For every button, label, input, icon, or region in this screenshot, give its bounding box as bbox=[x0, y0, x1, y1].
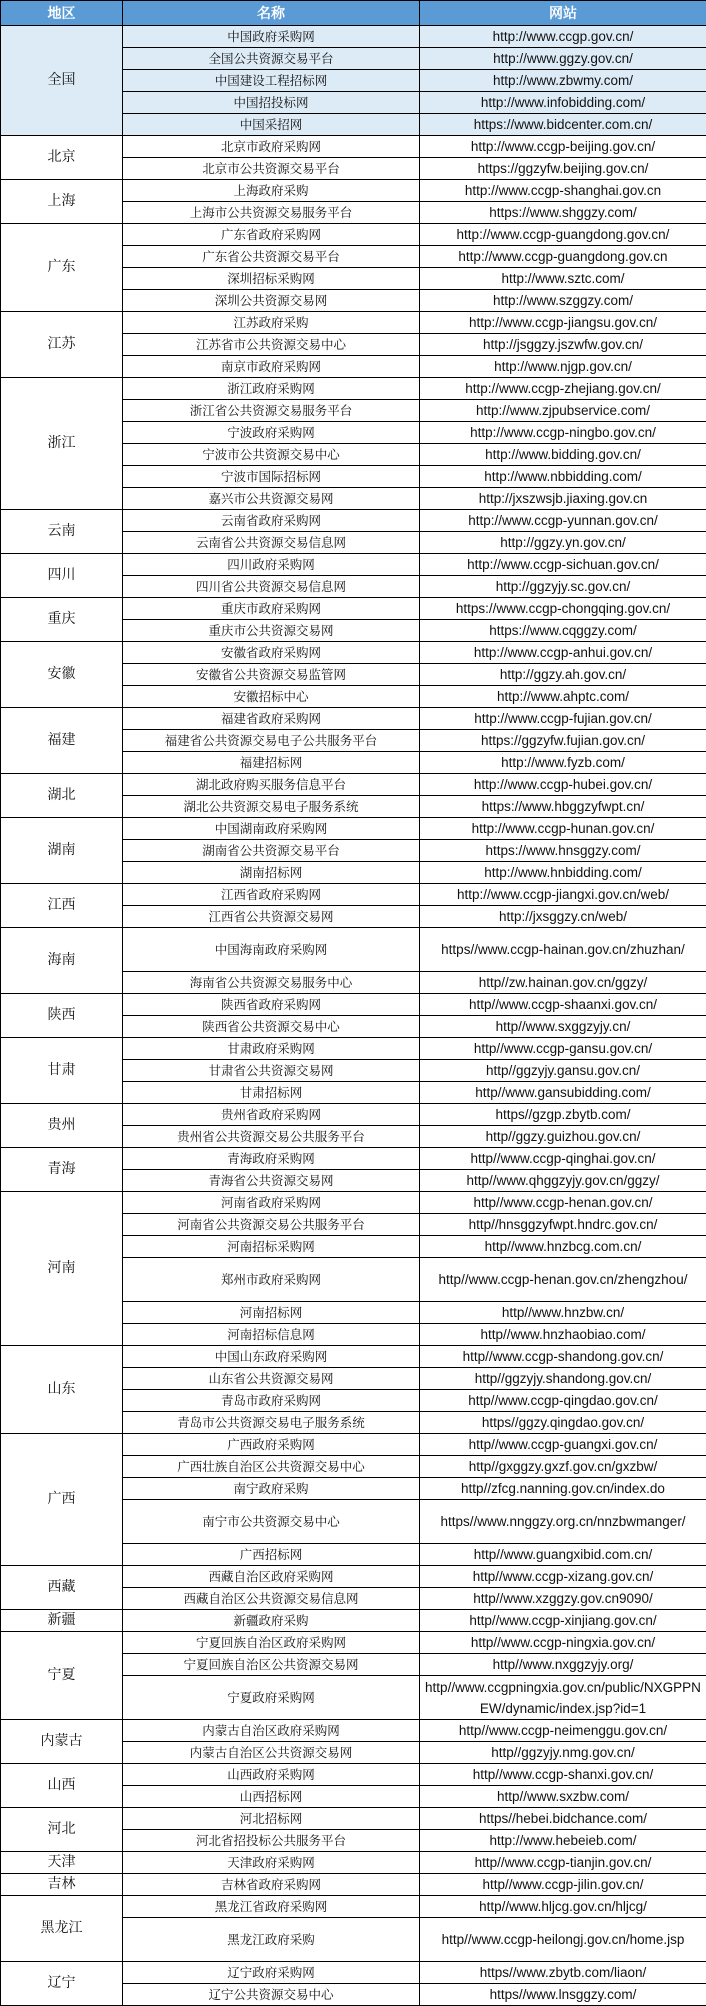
site-url-link[interactable]: https://www.hbggzyfwpt.cn/ bbox=[420, 796, 706, 818]
site-url-link[interactable]: http//www.ccgp-qinghai.gov.cn/ bbox=[420, 1148, 706, 1170]
site-url-link[interactable]: http://www.zbwmy.com/ bbox=[420, 70, 706, 92]
region-cell: 湖北 bbox=[1, 774, 123, 818]
site-name-cell: 重庆市公共资源交易网 bbox=[123, 620, 420, 642]
site-url-link[interactable]: http//ggzyjy.nmg.gov.cn/ bbox=[420, 1742, 706, 1764]
table-row bbox=[1, 1720, 706, 1742]
site-url-link[interactable]: http://www.ccgp-beijing.gov.cn/ bbox=[420, 136, 706, 158]
region-cell: 陕西 bbox=[1, 994, 123, 1038]
site-name-cell: 河南招标信息网 bbox=[123, 1324, 420, 1346]
site-url-link[interactable]: https//hebei.bidchance.com/ bbox=[420, 1808, 706, 1830]
region-cell: 上海 bbox=[1, 180, 123, 224]
site-name-cell: 安徽省公共资源交易监管网 bbox=[123, 664, 420, 686]
table-row bbox=[1, 1808, 706, 1830]
site-name-cell: 河南招标采购网 bbox=[123, 1236, 420, 1258]
site-url-link[interactable]: http://www.ccgp-guangdong.gov.cn bbox=[420, 246, 706, 268]
site-url-link[interactable]: http//www.xzggzy.gov.cn9090/ bbox=[420, 1588, 706, 1610]
site-url-link[interactable]: http//www.ccgp-xinjiang.gov.cn/ bbox=[420, 1610, 706, 1632]
site-name-cell: 贵州省公共资源交易公共服务平台 bbox=[123, 1126, 420, 1148]
site-name-cell: 江苏省市公共资源交易中心 bbox=[123, 334, 420, 356]
table-row bbox=[1, 1346, 706, 1368]
site-name-cell: 陕西省政府采购网 bbox=[123, 994, 420, 1016]
region-cell: 内蒙古 bbox=[1, 1720, 123, 1764]
site-name-cell: 宁波市公共资源交易中心 bbox=[123, 444, 420, 466]
site-name-cell: 中国招投标网 bbox=[123, 92, 420, 114]
region-cell: 天津 bbox=[1, 1852, 123, 1874]
site-url-link[interactable]: http://www.sztc.com/ bbox=[420, 268, 706, 290]
table-row bbox=[1, 1962, 706, 1984]
site-url-link[interactable]: http//www.sxzbw.com/ bbox=[420, 1786, 706, 1808]
region-cell: 重庆 bbox=[1, 598, 123, 642]
site-url-link[interactable]: http://www.ccgp-ningbo.gov.cn/ bbox=[420, 422, 706, 444]
site-name-cell: 云南省公共资源交易信息网 bbox=[123, 532, 420, 554]
site-name-cell: 山东省公共资源交易网 bbox=[123, 1368, 420, 1390]
site-name-cell: 宁夏回族自治区公共资源交易网 bbox=[123, 1654, 420, 1676]
header-region: 地区 bbox=[1, 1, 123, 26]
site-name-cell: 甘肃省公共资源交易网 bbox=[123, 1060, 420, 1082]
site-name-cell: 河南省政府采购网 bbox=[123, 1192, 420, 1214]
site-url-link[interactable]: https//www.zbytb.com/liaon/ bbox=[420, 1962, 706, 1984]
site-url-link[interactable]: http//www.ccgp-jilin.gov.cn/ bbox=[420, 1874, 706, 1896]
site-url-link[interactable]: http://www.ccgp-shanghai.gov.cn bbox=[420, 180, 706, 202]
site-name-cell: 辽宁政府采购网 bbox=[123, 1962, 420, 1984]
table-body bbox=[1, 26, 706, 2006]
header-name: 名称 bbox=[123, 1, 420, 26]
site-url-link[interactable]: http//www.gansubidding.com/ bbox=[420, 1082, 706, 1104]
site-name-cell: 宁波市国际招标网 bbox=[123, 466, 420, 488]
site-url-link[interactable]: http://jxsggzy.cn/web/ bbox=[420, 906, 706, 928]
site-name-cell: 海南省公共资源交易服务中心 bbox=[123, 972, 420, 994]
site-url-link[interactable]: http//ggzy.guizhou.gov.cn/ bbox=[420, 1126, 706, 1148]
region-cell: 吉林 bbox=[1, 1874, 123, 1896]
site-url-link[interactable]: http//www.ccgp-shanxi.gov.cn/ bbox=[420, 1764, 706, 1786]
site-name-cell: 福建招标网 bbox=[123, 752, 420, 774]
table-row bbox=[1, 378, 706, 400]
site-name-cell: 辽宁公共资源交易中心 bbox=[123, 1984, 420, 2006]
region-cell: 广西 bbox=[1, 1434, 123, 1566]
site-url-link[interactable]: http//www.ccgp-qingdao.gov.cn/ bbox=[420, 1390, 706, 1412]
table-row bbox=[1, 708, 706, 730]
region-cell: 北京 bbox=[1, 136, 123, 180]
site-url-link[interactable]: http://www.fyzb.com/ bbox=[420, 752, 706, 774]
site-url-link[interactable]: http://www.ggzy.gov.cn/ bbox=[420, 48, 706, 70]
site-url-link[interactable]: http://www.ahptc.com/ bbox=[420, 686, 706, 708]
region-cell: 河南 bbox=[1, 1192, 123, 1346]
region-cell: 云南 bbox=[1, 510, 123, 554]
site-url-link[interactable]: http://www.nbbidding.com/ bbox=[420, 466, 706, 488]
site-url-link[interactable]: http://www.zjpubservice.com/ bbox=[420, 400, 706, 422]
site-name-cell: 黑龙江省政府采购网 bbox=[123, 1896, 420, 1918]
site-url-link[interactable]: http//zfcg.nanning.gov.cn/index.do bbox=[420, 1478, 706, 1500]
site-name-cell: 黑龙江政府采购 bbox=[123, 1918, 420, 1962]
site-url-link[interactable]: http//hnsggzyfwpt.hndrc.gov.cn/ bbox=[420, 1214, 706, 1236]
region-cell: 江苏 bbox=[1, 312, 123, 378]
table-row bbox=[1, 1874, 706, 1896]
site-name-cell: 北京市公共资源交易平台 bbox=[123, 158, 420, 180]
site-name-cell: 上海政府采购 bbox=[123, 180, 420, 202]
region-cell: 宁夏 bbox=[1, 1632, 123, 1720]
site-url-link[interactable]: https//www.lnsggzy.com/ bbox=[420, 1984, 706, 2006]
site-name-cell: 内蒙古自治区公共资源交易网 bbox=[123, 1742, 420, 1764]
table-row bbox=[1, 1764, 706, 1786]
region-cell: 江西 bbox=[1, 884, 123, 928]
region-cell: 新疆 bbox=[1, 1610, 123, 1632]
site-url-link[interactable]: http://ggzy.yn.gov.cn/ bbox=[420, 532, 706, 554]
site-url-link[interactable]: http://www.ccgp-hunan.gov.cn/ bbox=[420, 818, 706, 840]
site-url-link[interactable]: http://jsggzy.jszwfw.gov.cn/ bbox=[420, 334, 706, 356]
site-name-cell: 广东省公共资源交易平台 bbox=[123, 246, 420, 268]
header-url: 网站 bbox=[420, 1, 706, 26]
site-url-link[interactable]: https//www.ccgp-hainan.gov.cn/zhuzhan/ bbox=[420, 928, 706, 972]
site-url-link[interactable]: https//www.nnggzy.org.cn/nnzbwmanger/ bbox=[420, 1500, 706, 1544]
table-row bbox=[1, 136, 706, 158]
site-name-cell: 江西省公共资源交易网 bbox=[123, 906, 420, 928]
region-cell: 安徽 bbox=[1, 642, 123, 708]
site-name-cell: 青岛市公共资源交易电子服务系统 bbox=[123, 1412, 420, 1434]
site-name-cell: 重庆市政府采购网 bbox=[123, 598, 420, 620]
site-name-cell: 福建省政府采购网 bbox=[123, 708, 420, 730]
site-url-link[interactable]: http://ggzyjy.sc.gov.cn/ bbox=[420, 576, 706, 598]
site-name-cell: 云南省政府采购网 bbox=[123, 510, 420, 532]
site-name-cell: 中国政府采购网 bbox=[123, 26, 420, 48]
table-row bbox=[1, 26, 706, 48]
region-cell: 山东 bbox=[1, 1346, 123, 1434]
site-name-cell: 河北招标网 bbox=[123, 1808, 420, 1830]
site-url-link[interactable]: http//www.ccgp-gansu.gov.cn/ bbox=[420, 1038, 706, 1060]
site-name-cell: 南宁政府采购 bbox=[123, 1478, 420, 1500]
site-name-cell: 天津政府采购网 bbox=[123, 1852, 420, 1874]
site-url-link[interactable]: http//www.ccgp-tianjin.gov.cn/ bbox=[420, 1852, 706, 1874]
site-name-cell: 吉林省政府采购网 bbox=[123, 1874, 420, 1896]
region-cell: 四川 bbox=[1, 554, 123, 598]
site-name-cell: 上海市公共资源交易服务平台 bbox=[123, 202, 420, 224]
region-cell: 西藏 bbox=[1, 1566, 123, 1610]
table-row bbox=[1, 994, 706, 1016]
site-url-link[interactable]: http://www.ccgp-fujian.gov.cn/ bbox=[420, 708, 706, 730]
site-name-cell: 深圳公共资源交易网 bbox=[123, 290, 420, 312]
site-url-link[interactable]: http//www.ccgp-guangxi.gov.cn/ bbox=[420, 1434, 706, 1456]
site-url-link[interactable]: http://www.ccgp-guangdong.gov.cn/ bbox=[420, 224, 706, 246]
site-name-cell: 湖南招标网 bbox=[123, 862, 420, 884]
site-url-link[interactable]: http://www.ccgp-anhui.gov.cn/ bbox=[420, 642, 706, 664]
table-row bbox=[1, 510, 706, 532]
site-url-link[interactable]: http://www.ccgp-yunnan.gov.cn/ bbox=[420, 510, 706, 532]
table-row bbox=[1, 1104, 706, 1126]
site-url-link[interactable]: http//www.ccgp-xizang.gov.cn/ bbox=[420, 1566, 706, 1588]
site-url-link[interactable]: http//www.hnzhaobiao.com/ bbox=[420, 1324, 706, 1346]
site-url-link[interactable]: http://www.infobidding.com/ bbox=[420, 92, 706, 114]
site-url-link[interactable]: https://www.bidcenter.com.cn/ bbox=[420, 114, 706, 136]
table-row bbox=[1, 1192, 706, 1214]
table-row bbox=[1, 554, 706, 576]
site-name-cell: 青海省公共资源交易网 bbox=[123, 1170, 420, 1192]
site-name-cell: 湖南省公共资源交易平台 bbox=[123, 840, 420, 862]
site-name-cell: 江西省政府采购网 bbox=[123, 884, 420, 906]
site-url-link[interactable]: http://www.ccgp-jiangxi.gov.cn/web/ bbox=[420, 884, 706, 906]
site-url-link[interactable]: http//www.ccgp-henan.gov.cn/ bbox=[420, 1192, 706, 1214]
site-url-link[interactable]: http://www.njgp.gov.cn/ bbox=[420, 356, 706, 378]
site-url-link[interactable]: http://www.ccgp-zhejiang.gov.cn/ bbox=[420, 378, 706, 400]
region-cell: 海南 bbox=[1, 928, 123, 994]
site-name-cell: 深圳招标采购网 bbox=[123, 268, 420, 290]
region-cell: 青海 bbox=[1, 1148, 123, 1192]
site-url-link[interactable]: http//www.qhggzyjy.gov.cn/ggzy/ bbox=[420, 1170, 706, 1192]
site-name-cell: 福建省公共资源交易电子公共服务平台 bbox=[123, 730, 420, 752]
site-url-link[interactable]: https://ggzyfw.fujian.gov.cn/ bbox=[420, 730, 706, 752]
site-url-link[interactable]: https//gzgp.zbytb.com/ bbox=[420, 1104, 706, 1126]
region-cell: 广东 bbox=[1, 224, 123, 312]
site-name-cell: 中国海南政府采购网 bbox=[123, 928, 420, 972]
table-row bbox=[1, 818, 706, 840]
site-url-link[interactable]: http//www.hnzbw.cn/ bbox=[420, 1302, 706, 1324]
table-row bbox=[1, 180, 706, 202]
table-row bbox=[1, 312, 706, 334]
site-url-link[interactable]: https://www.shggzy.com/ bbox=[420, 202, 706, 224]
table-row bbox=[1, 1896, 706, 1918]
table-row bbox=[1, 1610, 706, 1632]
region-cell: 浙江 bbox=[1, 378, 123, 510]
site-name-cell: 广西招标网 bbox=[123, 1544, 420, 1566]
region-cell: 全国 bbox=[1, 26, 123, 136]
table-row bbox=[1, 884, 706, 906]
header-row bbox=[1, 1, 706, 26]
region-cell: 山西 bbox=[1, 1764, 123, 1808]
table-row bbox=[1, 224, 706, 246]
table-row bbox=[1, 1038, 706, 1060]
site-url-link[interactable]: https://www.ccgp-chongqing.gov.cn/ bbox=[420, 598, 706, 620]
site-name-cell: 江苏政府采购 bbox=[123, 312, 420, 334]
site-name-cell: 山西招标网 bbox=[123, 1786, 420, 1808]
site-name-cell: 四川省公共资源交易信息网 bbox=[123, 576, 420, 598]
site-name-cell: 青岛市政府采购网 bbox=[123, 1390, 420, 1412]
site-url-link[interactable]: http://www.ccgp.gov.cn/ bbox=[420, 26, 706, 48]
site-url-link[interactable]: https://www.hnsggzy.com/ bbox=[420, 840, 706, 862]
region-cell: 福建 bbox=[1, 708, 123, 774]
site-name-cell: 西藏自治区政府采购网 bbox=[123, 1566, 420, 1588]
site-url-link[interactable]: http//www.sxggzyjy.cn/ bbox=[420, 1016, 706, 1038]
site-name-cell: 陕西省公共资源交易中心 bbox=[123, 1016, 420, 1038]
table-row bbox=[1, 642, 706, 664]
site-url-link[interactable]: http//www.ccgpningxia.gov.cn/public/NXGPPNEW/dynamic/index.jsp?id=1 bbox=[420, 1676, 706, 1720]
site-name-cell: 贵州省政府采购网 bbox=[123, 1104, 420, 1126]
site-url-link[interactable]: http://www.hebeieb.com/ bbox=[420, 1830, 706, 1852]
site-name-cell: 广西政府采购网 bbox=[123, 1434, 420, 1456]
site-name-cell: 宁夏回族自治区政府采购网 bbox=[123, 1632, 420, 1654]
site-name-cell: 嘉兴市公共资源交易网 bbox=[123, 488, 420, 510]
site-url-link[interactable]: http//ggzyjy.shandong.gov.cn/ bbox=[420, 1368, 706, 1390]
site-url-link[interactable]: http://www.szggzy.com/ bbox=[420, 290, 706, 312]
region-cell: 湖南 bbox=[1, 818, 123, 884]
site-name-cell: 安徽省政府采购网 bbox=[123, 642, 420, 664]
region-cell: 辽宁 bbox=[1, 1962, 123, 2006]
site-url-link[interactable]: http//www.ccgp-shaanxi.gov.cn/ bbox=[420, 994, 706, 1016]
site-url-link[interactable]: http//www.ccgp-ningxia.gov.cn/ bbox=[420, 1632, 706, 1654]
site-url-link[interactable]: https://www.cqggzy.com/ bbox=[420, 620, 706, 642]
site-name-cell: 湖北政府购买服务信息平台 bbox=[123, 774, 420, 796]
site-name-cell: 南京市政府采购网 bbox=[123, 356, 420, 378]
site-url-link[interactable]: http//www.ccgp-henan.gov.cn/zhengzhou/ bbox=[420, 1258, 706, 1302]
site-url-link[interactable]: https//ggzy.qingdao.gov.cn/ bbox=[420, 1412, 706, 1434]
site-name-cell: 山西政府采购网 bbox=[123, 1764, 420, 1786]
site-url-link[interactable]: http//www.hnzbcg.com.cn/ bbox=[420, 1236, 706, 1258]
table-row bbox=[1, 928, 706, 972]
table-row bbox=[1, 598, 706, 620]
site-name-cell: 宁波政府采购网 bbox=[123, 422, 420, 444]
site-url-link[interactable]: http://jxszwsjb.jiaxing.gov.cn bbox=[420, 488, 706, 510]
table-row bbox=[1, 1566, 706, 1588]
table-row bbox=[1, 1632, 706, 1654]
site-name-cell: 浙江政府采购网 bbox=[123, 378, 420, 400]
site-url-link[interactable]: http//gxggzy.gxzf.gov.cn/gxzbw/ bbox=[420, 1456, 706, 1478]
site-url-link[interactable]: http://ggzy.ah.gov.cn/ bbox=[420, 664, 706, 686]
site-name-cell: 甘肃招标网 bbox=[123, 1082, 420, 1104]
site-name-cell: 浙江省公共资源交易服务平台 bbox=[123, 400, 420, 422]
site-url-link[interactable]: http//www.ccgp-heilongj.gov.cn/home.jsp bbox=[420, 1918, 706, 1962]
site-name-cell: 河北省招投标公共服务平台 bbox=[123, 1830, 420, 1852]
site-url-link[interactable]: http//www.nxggzyjy.org/ bbox=[420, 1654, 706, 1676]
site-name-cell: 中国山东政府采购网 bbox=[123, 1346, 420, 1368]
site-name-cell: 新疆政府采购 bbox=[123, 1610, 420, 1632]
site-url-link[interactable]: http//www.ccgp-shandong.gov.cn/ bbox=[420, 1346, 706, 1368]
site-name-cell: 河南招标网 bbox=[123, 1302, 420, 1324]
region-cell: 贵州 bbox=[1, 1104, 123, 1148]
site-name-cell: 中国湖南政府采购网 bbox=[123, 818, 420, 840]
site-name-cell: 安徽招标中心 bbox=[123, 686, 420, 708]
site-url-link[interactable]: http//ggzyjy.gansu.gov.cn/ bbox=[420, 1060, 706, 1082]
site-url-link[interactable]: http://www.ccgp-hubei.gov.cn/ bbox=[420, 774, 706, 796]
site-name-cell: 宁夏政府采购网 bbox=[123, 1676, 420, 1720]
site-url-link[interactable]: http://www.bidding.gov.cn/ bbox=[420, 444, 706, 466]
site-name-cell: 西藏自治区公共资源交易信息网 bbox=[123, 1588, 420, 1610]
site-name-cell: 四川政府采购网 bbox=[123, 554, 420, 576]
site-name-cell: 北京市政府采购网 bbox=[123, 136, 420, 158]
region-cell: 黑龙江 bbox=[1, 1896, 123, 1962]
site-url-link[interactable]: http://www.ccgp-sichuan.gov.cn/ bbox=[420, 554, 706, 576]
site-url-link[interactable]: http//www.guangxibid.com.cn/ bbox=[420, 1544, 706, 1566]
site-url-link[interactable]: http//www.hljcg.gov.cn/hljcg/ bbox=[420, 1896, 706, 1918]
site-name-cell: 青海政府采购网 bbox=[123, 1148, 420, 1170]
table-row bbox=[1, 1148, 706, 1170]
site-url-link[interactable]: https://ggzyfw.beijing.gov.cn/ bbox=[420, 158, 706, 180]
site-url-link[interactable]: http//zw.hainan.gov.cn/ggzy/ bbox=[420, 972, 706, 994]
site-name-cell: 广东省政府采购网 bbox=[123, 224, 420, 246]
site-name-cell: 甘肃政府采购网 bbox=[123, 1038, 420, 1060]
site-name-cell: 全国公共资源交易平台 bbox=[123, 48, 420, 70]
site-name-cell: 中国建设工程招标网 bbox=[123, 70, 420, 92]
site-url-link[interactable]: http://www.hnbidding.com/ bbox=[420, 862, 706, 884]
site-name-cell: 湖北公共资源交易电子服务系统 bbox=[123, 796, 420, 818]
site-name-cell: 郑州市政府采购网 bbox=[123, 1258, 420, 1302]
region-cell: 河北 bbox=[1, 1808, 123, 1852]
site-name-cell: 内蒙古自治区政府采购网 bbox=[123, 1720, 420, 1742]
table-row bbox=[1, 774, 706, 796]
site-name-cell: 河南省公共资源交易公共服务平台 bbox=[123, 1214, 420, 1236]
site-name-cell: 中国采招网 bbox=[123, 114, 420, 136]
region-cell: 甘肃 bbox=[1, 1038, 123, 1104]
table-row bbox=[1, 1434, 706, 1456]
site-url-link[interactable]: http://www.ccgp-jiangsu.gov.cn/ bbox=[420, 312, 706, 334]
site-url-link[interactable]: http//www.ccgp-neimenggu.gov.cn/ bbox=[420, 1720, 706, 1742]
table-row bbox=[1, 1852, 706, 1874]
site-name-cell: 南宁市公共资源交易中心 bbox=[123, 1500, 420, 1544]
site-name-cell: 广西壮族自治区公共资源交易中心 bbox=[123, 1456, 420, 1478]
